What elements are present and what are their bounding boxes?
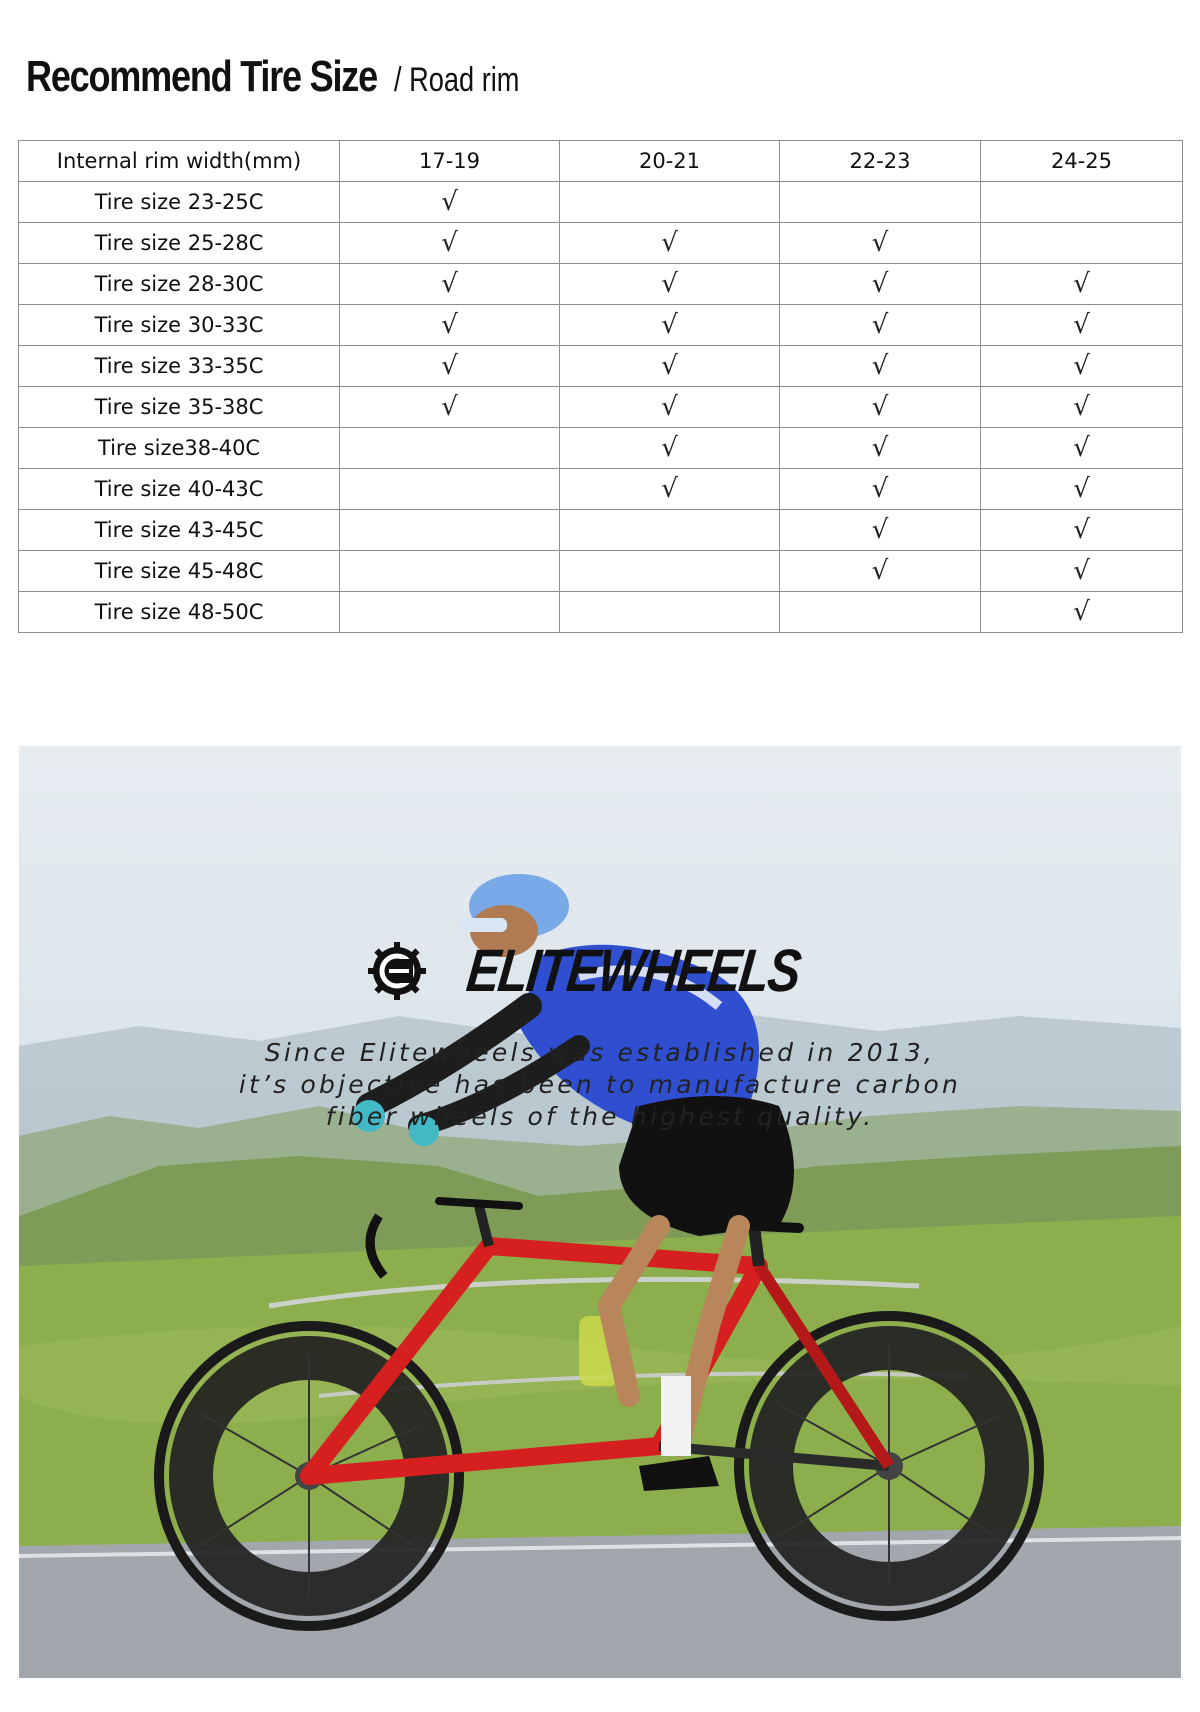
tire-size-label: Tire size 35-38C: [19, 387, 340, 428]
compatibility-cell: [560, 592, 780, 633]
compatibility-cell: [340, 428, 560, 469]
checkmark-icon: √: [661, 351, 678, 381]
compatibility-cell: [560, 387, 780, 428]
compatibility-cell: [340, 387, 560, 428]
table-header-row: [19, 141, 1183, 182]
page-title: Recommend Tire Size: [26, 52, 377, 101]
tire-size-table: [18, 140, 1183, 633]
table-header-cell: 17-19: [340, 141, 560, 182]
compatibility-cell: [780, 223, 981, 264]
tire-size-label: Tire size 25-28C: [19, 223, 340, 264]
table-body: [19, 182, 1183, 633]
checkmark-icon: √: [1073, 556, 1090, 586]
checkmark-icon: √: [1073, 269, 1090, 299]
checkmark-icon: √: [1073, 351, 1090, 381]
table-row: [19, 387, 1183, 428]
compatibility-cell: [981, 305, 1183, 346]
compatibility-cell: [560, 264, 780, 305]
table-row: [19, 469, 1183, 510]
gear-e-logo-icon: [365, 939, 429, 1003]
brand-lockup: [19, 936, 1181, 1005]
checkmark-icon: √: [441, 187, 458, 217]
cyclist-photo: [19, 746, 1181, 1678]
compatibility-cell: [780, 428, 981, 469]
compatibility-cell: [780, 510, 981, 551]
compatibility-cell: [560, 346, 780, 387]
compatibility-cell: [780, 592, 981, 633]
compatibility-cell: [340, 551, 560, 592]
tire-size-label: Tire size 40-43C: [19, 469, 340, 510]
compatibility-cell: [780, 346, 981, 387]
checkmark-icon: √: [871, 515, 889, 545]
checkmark-icon: √: [871, 474, 889, 504]
table-row: [19, 428, 1183, 469]
compatibility-cell: [981, 346, 1183, 387]
compatibility-cell: [340, 305, 560, 346]
tire-size-label: Tire size 43-45C: [19, 510, 340, 551]
tire-size-label: Tire size38-40C: [19, 428, 340, 469]
checkmark-icon: √: [871, 228, 889, 258]
checkmark-icon: √: [441, 228, 458, 258]
tire-size-label: Tire size 33-35C: [19, 346, 340, 387]
tire-size-label: Tire size 30-33C: [19, 305, 340, 346]
checkmark-icon: √: [871, 556, 889, 586]
page-heading: [26, 52, 551, 102]
compatibility-cell: [560, 223, 780, 264]
tagline-line-2: it’s objective has been to manufacture carbon: [238, 1070, 962, 1099]
tagline-line-1: Since Elitewheels was established in 2013,: [264, 1038, 936, 1067]
compatibility-cell: [780, 469, 981, 510]
checkmark-icon: √: [1073, 392, 1090, 422]
table-row: [19, 264, 1183, 305]
compatibility-cell: [780, 305, 981, 346]
table-row: [19, 592, 1183, 633]
compatibility-cell: [981, 510, 1183, 551]
checkmark-icon: √: [661, 269, 678, 299]
table-row: [19, 223, 1183, 264]
compatibility-cell: [560, 428, 780, 469]
compatibility-cell: [981, 264, 1183, 305]
checkmark-icon: √: [661, 433, 678, 463]
checkmark-icon: √: [1073, 310, 1090, 340]
checkmark-icon: √: [661, 228, 678, 258]
compatibility-cell: [981, 182, 1183, 223]
compatibility-cell: [780, 182, 981, 223]
hero-banner: [19, 746, 1181, 1678]
compatibility-cell: [340, 264, 560, 305]
checkmark-icon: √: [661, 474, 678, 504]
compatibility-cell: [560, 551, 780, 592]
compatibility-cell: [780, 387, 981, 428]
compatibility-cell: [340, 592, 560, 633]
tire-size-label: Tire size 45-48C: [19, 551, 340, 592]
compatibility-cell: [560, 469, 780, 510]
checkmark-icon: √: [441, 269, 458, 299]
checkmark-icon: √: [1073, 474, 1090, 504]
checkmark-icon: √: [441, 351, 458, 381]
checkmark-icon: √: [1073, 515, 1090, 545]
compatibility-cell: [340, 510, 560, 551]
tire-size-label: Tire size 48-50C: [19, 592, 340, 633]
checkmark-icon: √: [871, 269, 889, 299]
compatibility-cell: [340, 223, 560, 264]
brand-name: ELITEWHEELS: [463, 937, 803, 1004]
checkmark-icon: √: [1073, 433, 1090, 463]
checkmark-icon: √: [661, 310, 678, 340]
table-row: [19, 510, 1183, 551]
compatibility-cell: [981, 223, 1183, 264]
compatibility-cell: [560, 305, 780, 346]
compatibility-cell: [340, 346, 560, 387]
checkmark-icon: √: [871, 351, 889, 381]
table-row: [19, 346, 1183, 387]
tire-size-label: Tire size 23-25C: [19, 182, 340, 223]
compatibility-cell: [340, 469, 560, 510]
checkmark-icon: √: [661, 392, 678, 422]
compatibility-cell: [780, 551, 981, 592]
compatibility-cell: [981, 387, 1183, 428]
checkmark-icon: √: [871, 433, 889, 463]
table-row: [19, 182, 1183, 223]
checkmark-icon: √: [1073, 597, 1090, 627]
table-header-cell: Internal rim width(mm): [19, 141, 340, 182]
table-row: [19, 551, 1183, 592]
compatibility-cell: [981, 592, 1183, 633]
compatibility-cell: [981, 428, 1183, 469]
checkmark-icon: √: [871, 392, 889, 422]
compatibility-cell: [981, 551, 1183, 592]
compatibility-cell: [560, 182, 780, 223]
compatibility-cell: [340, 182, 560, 223]
table-header-cell: 20-21: [560, 141, 780, 182]
checkmark-icon: √: [441, 310, 458, 340]
table-header-cell: 24-25: [981, 141, 1183, 182]
checkmark-icon: √: [871, 310, 889, 340]
tire-size-label: Tire size 28-30C: [19, 264, 340, 305]
compatibility-cell: [981, 469, 1183, 510]
checkmark-icon: √: [441, 392, 458, 422]
compatibility-cell: [560, 510, 780, 551]
tagline-line-3: fiber wheels of the highest quality.: [325, 1102, 875, 1131]
compatibility-cell: [780, 264, 981, 305]
page-subtitle: / Road rim: [393, 61, 520, 99]
table-row: [19, 305, 1183, 346]
table-header-cell: 22-23: [780, 141, 981, 182]
